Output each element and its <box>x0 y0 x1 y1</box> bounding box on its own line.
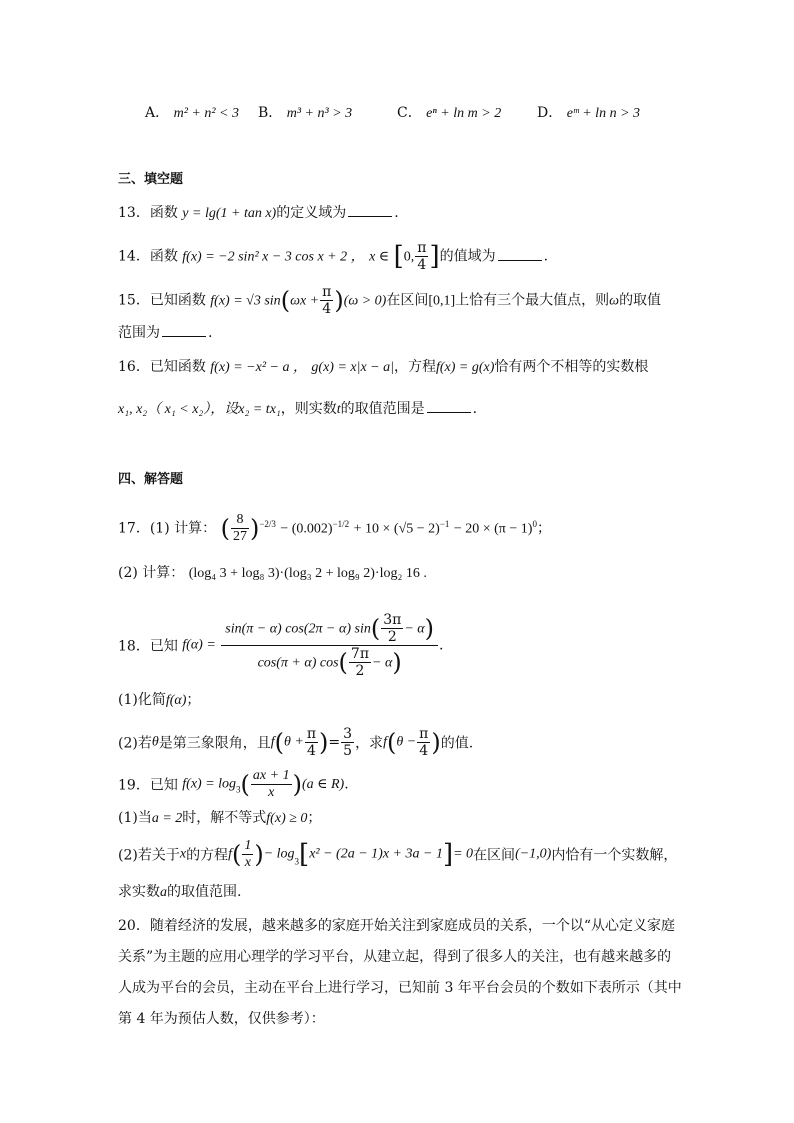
q18-five: 5 <box>343 743 353 759</box>
question-17-part-1 <box>118 512 551 545</box>
q18-numer-rparen: ) <box>424 614 435 643</box>
q18-numer-a: sin(π − α) cos(2π − α) sin <box>225 621 371 637</box>
q18-pi-a: π <box>306 726 317 742</box>
q18-three: 3 <box>343 726 353 742</box>
q19-p2g: (−1,0) <box>515 846 552 862</box>
q18-p2c: ，求 <box>355 735 384 752</box>
q17-rest2: + 10 × (√5 − 2) <box>353 521 440 537</box>
q18-denom-a: cos(π + α) cos <box>257 655 339 671</box>
section-3-title: 三、填空题 <box>118 172 184 187</box>
q14-end: . <box>543 248 549 265</box>
q14-four: 4 <box>417 257 427 273</box>
q15-answer-blank[interactable] <box>162 322 206 337</box>
q17-number: 17． <box>118 520 150 537</box>
q19-p2-f: f <box>228 846 232 862</box>
q18-pi-over-4-b <box>417 726 430 759</box>
q17-exp4: 0 <box>532 518 537 529</box>
option-a-label: A． <box>145 105 170 121</box>
q17-lparen: ( <box>220 514 230 543</box>
section-4-title: 四、解答题 <box>118 472 184 487</box>
q18-p1: (1)化简 <box>118 692 166 708</box>
q18-theta: θ <box>151 734 159 750</box>
q18-p2-lparen1: ( <box>274 728 284 757</box>
q19-p1b: a = 2 <box>151 811 183 826</box>
q15-cond: (ω > 0) <box>343 293 387 309</box>
q19-p2e: = 0 <box>453 846 474 862</box>
q19-p2a: (2)若关于 <box>118 847 180 864</box>
q18-prefix: 已知 <box>149 638 178 655</box>
question-16-line-2 <box>118 398 477 420</box>
question-19 <box>118 768 349 801</box>
q18-denom-b-n: 7π <box>350 646 370 662</box>
q15-omega: ω <box>609 293 620 309</box>
q19-p2-lbracket: [ <box>299 839 310 870</box>
option-c-label: C． <box>397 105 422 121</box>
q18-p2-f1: f <box>270 734 275 750</box>
q18-denom-rparen: ) <box>392 648 402 677</box>
q15-mid: 在区间 <box>386 292 429 309</box>
q14-domain-pre: x ∈ <box>369 249 390 265</box>
q15-prefix: 已知函数 <box>149 292 206 309</box>
q17-rest3: − 20 × (π − 1) <box>453 521 533 537</box>
q15-four: 4 <box>322 301 332 317</box>
option-c <box>397 102 501 122</box>
q19-p2f: 在区间 <box>473 847 516 864</box>
question-18 <box>118 612 443 679</box>
q19-p1e: ； <box>307 810 322 826</box>
q18-p2a: (2)若 <box>118 735 152 752</box>
q15-pi: π <box>322 284 332 300</box>
q14-pi-over-4 <box>415 240 428 273</box>
q18-p1-expr: f(α) <box>165 693 187 708</box>
q19-p2c: − log <box>263 846 295 862</box>
q19-p2-lparen: ( <box>231 840 242 869</box>
q18-theta-plus: θ + <box>284 734 304 750</box>
q18-pi-b: π <box>419 726 429 742</box>
q15-line2: 范围为 <box>118 325 160 341</box>
q14-answer-blank[interactable] <box>498 246 542 261</box>
q17-exp3: −1 <box>439 518 450 529</box>
q17-rparen: ) <box>249 514 260 543</box>
question-15 <box>118 284 661 317</box>
question-20-line-4: 第 4 年为预估人数，仅供参考）： <box>118 1011 325 1027</box>
q19-p1c: 时，解不等式 <box>182 810 267 826</box>
q16-t: t <box>336 402 341 417</box>
q19-line3b: 的取值范围. <box>167 884 242 900</box>
q16-line2-a: x₁, x₂（ x₁ < x₂），设 <box>118 402 239 417</box>
question-19-part-1 <box>118 808 321 829</box>
option-d-label: D． <box>537 105 563 121</box>
q13-suffix: 的定义域为 <box>276 205 347 221</box>
q19-p2-rparen: ) <box>254 840 264 869</box>
q19-p1d: f(x) ≥ 0 <box>266 811 308 826</box>
q17-n1: 8 <box>231 512 249 529</box>
q15-omegax: ωx + <box>290 293 320 309</box>
q18-denom-b-d: 2 <box>355 663 365 679</box>
q17-rest1: − (0.002) <box>280 521 333 537</box>
question-16 <box>118 357 648 378</box>
q19-f: f(x) = log <box>182 776 237 792</box>
q19-p2-rbracket: ] <box>442 839 454 870</box>
q18-theta-minus: θ − <box>396 734 417 750</box>
q18-numer-lparen: ( <box>370 614 381 643</box>
q18-four-b: 4 <box>419 743 429 759</box>
q14-left-bracket: [ <box>393 241 404 272</box>
q14-prefix: 函数 <box>149 248 178 265</box>
q19-number: 19． <box>118 777 150 794</box>
option-a-expr: m² + n² < 3 <box>173 106 239 121</box>
question-20-line-3: 人成为平台的会员，主动在平台上进行学习，已知前 3 年平台会员的个数如下表所示（其中 <box>118 980 682 996</box>
q16-end: . <box>472 401 478 417</box>
option-b-label: B． <box>258 105 283 121</box>
q17-exp2: −1/2 <box>332 518 350 529</box>
q16-line2-b: x₂ = tx₁ <box>238 402 281 417</box>
q16-line2-c: ，则实数 <box>280 401 337 417</box>
q18-fraction <box>221 612 438 679</box>
q19-cond: (a ∈ R) <box>301 777 345 792</box>
q19-p1a: (1)当 <box>118 810 152 826</box>
q13-prefix: 函数 <box>149 205 178 221</box>
q19-denom: x <box>268 785 275 800</box>
q18-denom-c: − α <box>372 655 393 671</box>
q13-answer-blank[interactable] <box>348 202 392 217</box>
question-20-line-2: 关系”为主题的应用心理学的学习平台，从建立起，得到了很多人的关注，也有越来越多的 <box>118 949 672 965</box>
q16-f: f(x) = −x² − a ， <box>210 360 307 375</box>
q14-pi: π <box>417 240 427 256</box>
q18-denominator <box>221 646 438 679</box>
q18-pi-over-4-a <box>305 726 318 759</box>
q19-lparen: ( <box>240 770 250 799</box>
q19-rparen: ) <box>292 770 302 799</box>
q18-numer-frac <box>381 612 403 645</box>
q13-number: 13． <box>118 205 150 221</box>
q16-eq: f(x) = g(x) <box>435 360 495 375</box>
q15-suffix: 上恰有三个最大值点，则 <box>455 292 610 309</box>
q16-line2-d: 的取值范围是 <box>340 401 425 417</box>
q15-end: . <box>208 325 213 341</box>
question-14 <box>118 240 548 273</box>
q19-numer: ax + 1 <box>252 768 290 783</box>
q16-answer-blank[interactable] <box>427 398 471 413</box>
q19-p2-x: x <box>244 855 251 870</box>
question-15-line-2 <box>118 322 212 343</box>
q18-p2d: 的值. <box>440 735 474 752</box>
q18-p1-end: ； <box>186 692 201 708</box>
q18-eq: = <box>328 734 341 751</box>
q15-lparen: ( <box>280 286 291 315</box>
q19-one: 1 <box>244 838 252 853</box>
q19-end: . <box>344 776 349 793</box>
option-d <box>537 102 640 122</box>
q16-tail: 恰有两个不相等的实数根 <box>494 359 649 375</box>
option-c-expr: eⁿ + ln m > 2 <box>426 106 502 121</box>
q18-number: 18． <box>118 638 150 655</box>
q19-p2d: x² − (2a − 1)x + 3a − 1 <box>309 846 443 862</box>
question-19-line-3 <box>118 882 241 903</box>
q14-expr: f(x) = −2 sin² x − 3 cos x + 2 ， <box>182 249 365 265</box>
option-b-expr: m³ + n³ > 3 <box>286 106 353 121</box>
q19-one-over-x <box>242 838 253 871</box>
option-b <box>258 102 352 122</box>
q18-end: . <box>439 637 444 654</box>
option-a <box>145 102 239 122</box>
q18-p2-rparen2: ) <box>431 728 441 757</box>
q16-prefix: 已知函数 <box>149 359 206 375</box>
q13-end: . <box>394 205 399 221</box>
question-19-part-2 <box>118 838 677 871</box>
q15-pi-over-4 <box>320 284 333 317</box>
q18-fa: f(α) = <box>182 637 216 653</box>
option-d-expr: eᵐ + ln n > 3 <box>566 106 641 121</box>
q19-line3a: 求实数 <box>118 884 160 900</box>
q15-number: 15． <box>118 292 150 309</box>
q16-g: g(x) = x|x − a| <box>311 360 394 375</box>
q17-part1: (1) 计算： <box>149 520 217 537</box>
question-20-line-1: 20．随着经济的发展，越来越多的家庭开始关注到家庭成员的关系，一个以“从心定义家庭 <box>118 918 675 934</box>
q18-denom-lparen: ( <box>338 648 348 677</box>
q16-number: 16． <box>118 359 150 375</box>
q15-rparen: ) <box>334 286 344 315</box>
q19-line3-a: a <box>160 885 167 900</box>
q18-numer-b-n: 3π <box>383 612 402 628</box>
q18-p2-f2: f <box>383 734 387 750</box>
q18-numer-c: − α <box>404 621 425 637</box>
q18-numer-b-d: 2 <box>387 629 397 645</box>
q19-x: x <box>179 846 187 862</box>
q14-right-bracket: ] <box>429 241 440 272</box>
q18-p2b: 是第三象限角，且 <box>158 735 271 752</box>
q19-fraction <box>251 768 292 801</box>
q18-p2-lparen2: ( <box>386 728 397 757</box>
q19-prefix: 已知 <box>149 777 178 794</box>
q18-p2-rparen1: ) <box>319 728 329 757</box>
q18-denom-frac <box>349 646 371 679</box>
q19-p2h: 内恰有一个实数解， <box>551 847 678 864</box>
q15-expr: f(x) = √3 sin <box>210 293 281 309</box>
q18-four-a: 4 <box>306 743 316 759</box>
question-18-part-2 <box>118 726 473 759</box>
q14-suffix: 的值域为 <box>439 248 496 265</box>
q17-end1: ； <box>536 520 551 537</box>
q19-p2b: 的方程 <box>186 847 229 864</box>
q15-tail: 的取值 <box>619 292 662 309</box>
q18-numerator <box>221 612 438 646</box>
q14-domain-a: 0, <box>403 249 415 265</box>
q17-exp1: −2/3 <box>259 518 276 529</box>
q16-mid: ，方程 <box>393 359 436 375</box>
question-17-part-2 <box>118 563 427 584</box>
q17-expr2: (log₄ 3 + log₈ 3)·(log₃ 2 + log₉ 2)·log₂ 16 . <box>188 566 427 581</box>
q14-number: 14． <box>118 248 150 265</box>
q17-frac <box>231 512 249 545</box>
q13-expr: y = lg(1 + tan x) <box>182 206 277 221</box>
q15-interval: [0,1] <box>428 293 456 309</box>
q19-p2-base: 3 <box>294 856 300 867</box>
q18-three-fifths <box>341 726 354 759</box>
q19-base: 3 <box>236 784 241 795</box>
question-13 <box>118 202 399 224</box>
q17-part2: (2) 计算： <box>118 565 185 581</box>
question-18-part-1 <box>118 690 200 711</box>
q17-d1: 27 <box>232 529 247 544</box>
